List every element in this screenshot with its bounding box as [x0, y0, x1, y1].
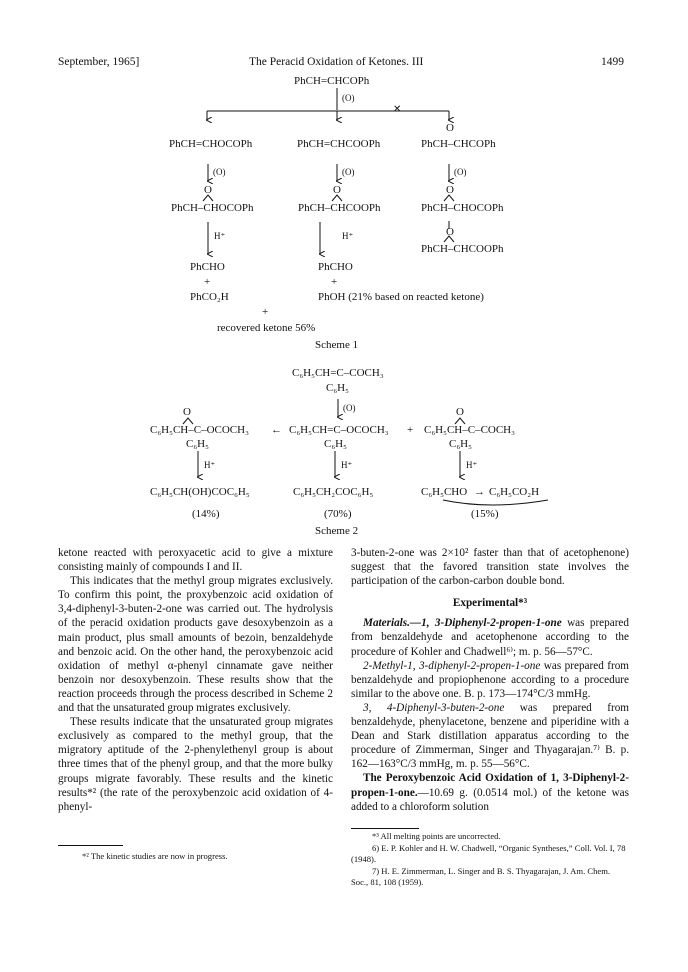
scheme1-e2-oxygen: O: [333, 184, 341, 196]
scheme1-e3: PhCH–CHOCOPh: [421, 202, 504, 214]
scheme1-r3-oxygen: O: [446, 122, 454, 134]
scheme2-plus: +: [407, 424, 414, 436]
scheme1-ox1: (O): [213, 167, 226, 177]
scheme2-yield1: (14%): [192, 508, 220, 520]
left-footnote: *² The kinetic studies are now in progress.: [82, 851, 228, 861]
scheme2-start-sub: C₆H₅: [326, 382, 349, 394]
scheme2-right-oxygen: O: [456, 406, 464, 418]
scheme2-p1: C₆H₅CH(OH)COC₆H₅: [150, 486, 250, 498]
material3-body: was prepared from benzaldehyde, phenylacetone, benzene and piperidine with a Dean and Stark distillation apparatus according to the procedure of Zimmerman, Singer and Thyagarajan.⁷⁾ B. p. 162—163°C/3 mmHg, m. p. 55—56°C.: [351, 701, 629, 771]
materials-body: was prepared from benzaldehyde and acetophenone according to the procedure of Kohler and Chadwell⁶⁾; m. p. 56—57°C.: [351, 617, 629, 658]
scheme2-left: C₆H₅CH–C–OCOCH₃: [150, 424, 249, 436]
scheme2-yield2: (70%): [324, 508, 352, 520]
oxidation-body: —10.69 g. (0.0514 mol.) of the ketone was added to a chloroform solution: [351, 786, 629, 813]
left-paragraph: ketone reacted with peroxyacetic acid to give a mixture consisting mainly of compounds I and II.: [58, 547, 333, 574]
scheme1-p2: PhCO₂H: [190, 291, 229, 303]
page-number: 1499: [601, 56, 624, 68]
scheme2-right-sub: C₆H₅: [449, 438, 472, 450]
scheme1-p4: PhOH (21% based on reacted ketone): [318, 291, 484, 303]
scheme1-h1: H⁺: [214, 231, 226, 241]
scheme1-e1-oxygen: O: [204, 184, 212, 196]
right-footnote-rule: [351, 828, 419, 829]
left-paragraph: These results indicate that the unsaturated group migrates exclusively as compared to the methyl group, that the migratory aptitude of the 2-phenylethenyl group is about three times that of the phenyl group, and that the more bulky groups migrate favorably. These results and the kinetic results*² (the rate of the peroxybenzoic acid oxidation of 4-phenyl-: [58, 716, 333, 813]
material3-head: 3, 4-Diphenyl-3-buten-2-one: [363, 701, 505, 714]
scheme2-h3: H⁺: [466, 460, 478, 470]
scheme1-ox2: (O): [342, 167, 355, 177]
scheme1-recovered: recovered ketone 56%: [217, 322, 316, 334]
scheme1-plus2: +: [331, 276, 338, 288]
scheme2-mid: C₆H₅CH=C–OCOCH₃: [289, 424, 389, 436]
scheme1-plus3: +: [262, 306, 269, 318]
footnote-3: *³ All melting points are uncorrected.: [372, 831, 501, 841]
scheme2-p3a: C₆H₅CHO: [421, 486, 468, 498]
scheme1-h2: H⁺: [342, 231, 354, 241]
scheme1-ox3: (O): [454, 167, 467, 177]
scheme2-left-sub: C₆H₅: [186, 438, 209, 450]
left-footnote-rule: [58, 845, 123, 846]
left-column: [58, 546, 333, 814]
scheme1-label: Scheme 1: [315, 339, 359, 351]
right-column: [351, 546, 629, 814]
scheme1-e2: PhCH–CHCOOPh: [298, 202, 381, 214]
scheme2-ox: (O): [343, 403, 356, 413]
blocked-path-icon: ✕: [393, 104, 402, 115]
scheme2-label: Scheme 2: [315, 525, 359, 537]
running-title: The Peracid Oxidation of Ketones. III: [249, 56, 424, 68]
material2-body: was prepared from benzaldehyde and propiophenone according to a procedure similar to the above one. B. p. 173—174°C/3 mmHg.: [351, 659, 629, 700]
footnote-6: 6) E. P. Kohler and H. W. Chadwell, “Organic Syntheses,” Coll. Vol. I, 78 (1948).: [351, 843, 626, 864]
scheme2-h1: H⁺: [204, 460, 216, 470]
material2-head: 2-Methyl-1, 3-diphenyl-2-propen-1-one: [363, 659, 541, 672]
oxidation-head: The Peroxybenzoic Acid Oxidation of 1, 3-Diphenyl-2-propen-1-one.: [351, 772, 629, 799]
materials-head: Materials.—1, 3-Diphenyl-2-propen-1-one: [363, 617, 562, 630]
scheme1-r1: PhCH=CHOCOPh: [169, 138, 253, 150]
scheme1-e4-oxygen: O: [446, 226, 454, 238]
footnote-7: 7) H. E. Zimmerman, L. Singer and B. S. Thyagarajan, J. Am. Chem. Soc., 81, 108 (1959).: [351, 866, 611, 887]
scheme1-p1: PhCHO: [190, 261, 225, 273]
right-paragraph: 3-buten-2-one was 2×10² faster than that of acetophenone) suggest that the favored transition state involves the participation of the carbon-carbon double bond.: [351, 547, 629, 588]
scheme1-r3: PhCH–CHCOPh: [421, 138, 496, 150]
scheme1-e1: PhCH–CHOCOPh: [171, 202, 254, 214]
left-paragraph: This indicates that the methyl group migrates exclusively. To confirm this point, the proxybenzoic acid oxidation of 3,4-diphenyl-3-buten-2-one was carried out. The hydrolysis of the peracid oxidation products gave desoxybenzoin as a main product, plus small amounts of bezoin, benzaldehyde and benzoic acid. On the other hand, the peroxybenzoic acid oxidation of methyl α-phenyl cinnamate gave neither benzoin nor desoxybenzoin. These results show that the reaction proceeds through the process described in Scheme 2 and that the unsaturated group migrates exclusively.: [58, 575, 333, 715]
running-date: September, 1965]: [58, 56, 140, 68]
scheme2-p3-arrow: →: [474, 486, 485, 498]
scheme2-p3b: C₆H₅CO₂H: [489, 486, 540, 498]
scheme2-mid-sub: C₆H₅: [324, 438, 347, 450]
scheme2-start: C₆H₅CH=C–COCH₃: [292, 367, 384, 379]
scheme1-ox: (O): [342, 93, 355, 103]
scheme2-h2: H⁺: [341, 460, 353, 470]
scheme2-left-oxygen: O: [183, 406, 191, 418]
scheme1-start: PhCH=CHCOPh: [294, 75, 370, 87]
experimental-heading: Experimental*³: [452, 597, 528, 610]
scheme2-arrow-left: ←: [271, 424, 282, 436]
scheme2-yield3: (15%): [471, 508, 499, 520]
scheme2-p2: C₆H₅CH₂COC₆H₅: [293, 486, 374, 498]
scheme1-e4: PhCH–CHCOOPh: [421, 243, 504, 255]
scheme1-p3: PhCHO: [318, 261, 353, 273]
scheme2-right: C₆H₅CH–C–COCH₃: [424, 424, 515, 436]
scheme1-e3-oxygen: O: [446, 184, 454, 196]
scheme1-plus1: +: [204, 276, 211, 288]
scheme1-r2: PhCH=CHCOOPh: [297, 138, 381, 150]
